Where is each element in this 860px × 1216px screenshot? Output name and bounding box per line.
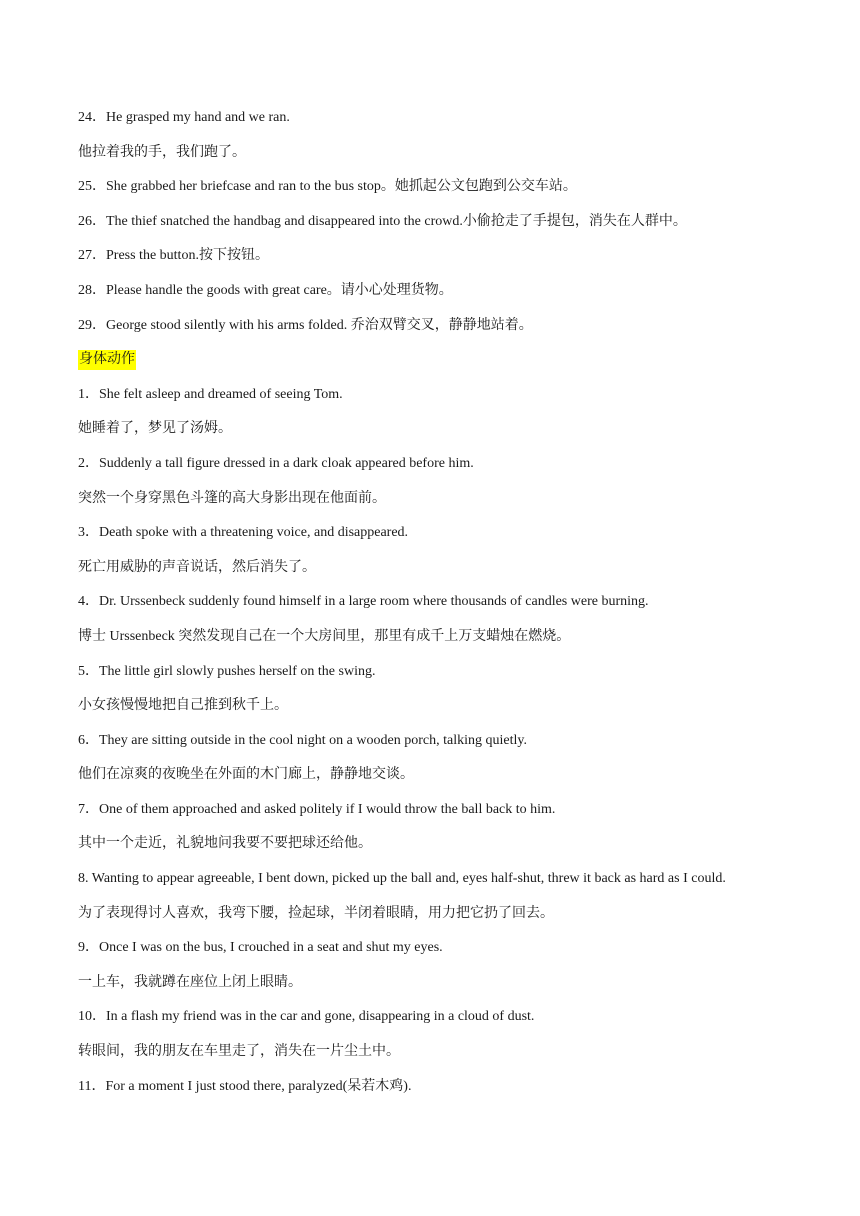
sentence-line: 为了表现得讨人喜欢，我弯下腰，捡起球，半闭着眼睛，用力把它扔了回去。	[78, 905, 554, 921]
sentence-line: 2．Suddenly a tall figure dressed in a dark cloak appeared before him.	[78, 455, 474, 471]
sentence-line: 突然一个身穿黑色斗篷的高大身影出现在他面前。	[78, 490, 386, 506]
sentence-line: 转眼间，我的朋友在车里走了，消失在一片尘土中。	[78, 1044, 400, 1060]
sentence-list-body-actions	[78, 385, 798, 1097]
section-heading: 身体动作	[78, 350, 136, 370]
sentence-line: 28．Please handle the goods with great care。请小心处理货物。	[78, 282, 453, 298]
sentence-line: 4．Dr. Urssenbeck suddenly found himself in a large room where thousands of candles were burning.	[78, 594, 649, 610]
sentence-line: 11．For a moment I just stood there, paralyzed(呆若木鸡).	[78, 1078, 412, 1094]
sentence-line: 死亡用威胁的声音说话，然后消失了。	[78, 559, 316, 575]
sentence-line: 1．She felt asleep and dreamed of seeing Tom.	[78, 386, 343, 402]
sentence-line: 3．Death spoke with a threatening voice, and disappeared.	[78, 525, 409, 541]
sentence-line: 24．He grasped my hand and we ran.	[78, 110, 290, 125]
sentence-line: 27．Press the button.按下按钮。	[78, 248, 269, 264]
document-page	[78, 108, 798, 1111]
sentence-line: 5．The little girl slowly pushes herself on the swing.	[78, 663, 376, 679]
sentence-list-top	[78, 108, 798, 336]
sentence-line: 小女孩慢慢地把自己推到秋千上。	[78, 698, 288, 714]
sentence-line: 他拉着我的手，我们跑了。	[78, 144, 246, 160]
sentence-line: 其中一个走近，礼貌地问我要不要把球还给他。	[78, 836, 372, 852]
sentence-line: 26．The thief snatched the handbag and disappeared into the crowd.小偷抢走了手提包，消失在人群中。	[78, 213, 687, 229]
section-heading-row	[78, 350, 798, 370]
sentence-line: 25．She grabbed her briefcase and ran to the bus stop。她抓起公文包跑到公交车站。	[78, 179, 577, 195]
sentence-line: 29．George stood silently with his arms folded. 乔治双臂交叉，静静地站着。	[78, 317, 533, 333]
sentence-line: 7．One of them approached and asked politely if I would throw the ball back to him.	[78, 801, 556, 817]
sentence-line: 6．They are sitting outside in the cool night on a wooden porch, talking quietly.	[78, 732, 527, 748]
sentence-line: 8. Wanting to appear agreeable, I bent down, picked up the ball and, eyes half-shut, threw it back as hard as I could.	[78, 871, 726, 887]
sentence-line: 9．Once I was on the bus, I crouched in a seat and shut my eyes.	[78, 940, 443, 956]
sentence-line: 她睡着了，梦见了汤姆。	[78, 421, 232, 437]
sentence-line: 一上车，我就蹲在座位上闭上眼睛。	[78, 974, 302, 990]
sentence-line: 他们在凉爽的夜晚坐在外面的木门廊上，静静地交谈。	[78, 767, 414, 783]
sentence-line: 博士 Urssenbeck 突然发现自己在一个大房间里，那里有成千上万支蜡烛在燃烧。	[78, 628, 571, 644]
sentence-line: 10．In a flash my friend was in the car and gone, disappearing in a cloud of dust.	[78, 1009, 535, 1025]
